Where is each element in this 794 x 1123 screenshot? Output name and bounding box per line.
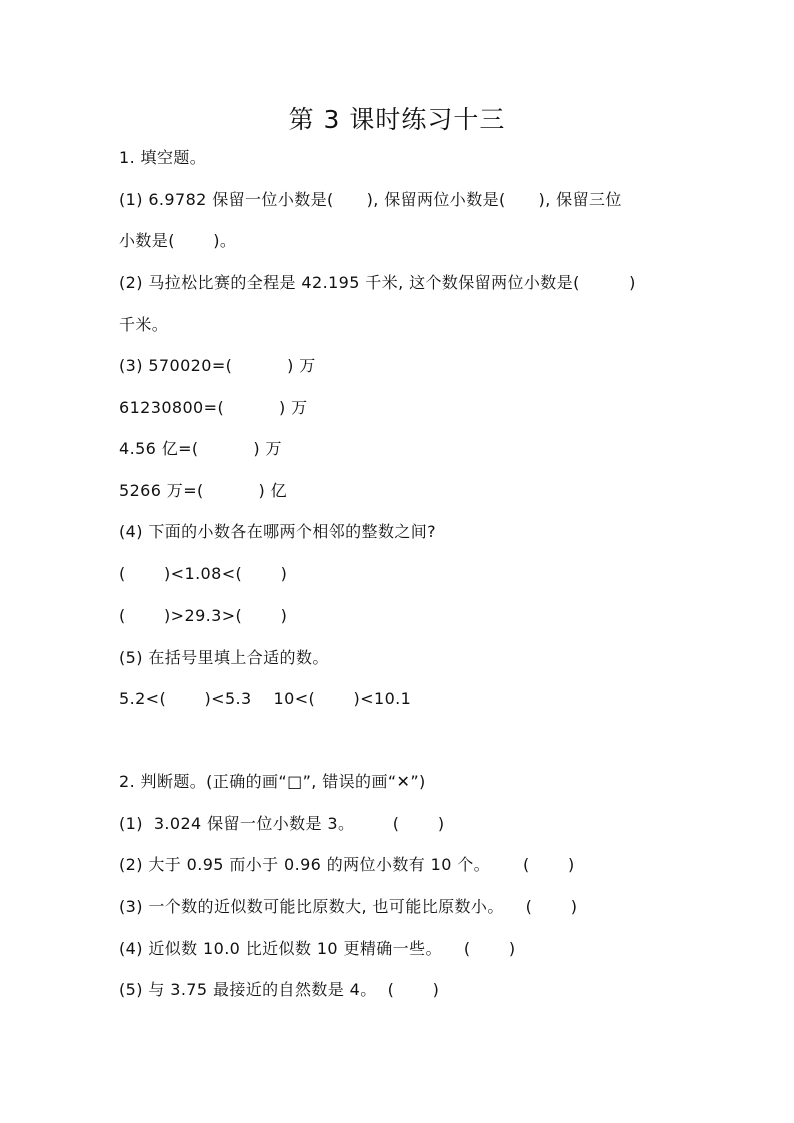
s1-q3-line3: 4.56 亿=( ) 万 (119, 439, 282, 458)
s2-q3: (3) 一个数的近似数可能比原数大, 也可能比原数小。 ( ) (119, 897, 578, 916)
s1-q3-line1: (3) 570020=( ) 万 (119, 356, 316, 375)
s2-q5: (5) 与 3.75 最接近的自然数是 4。 ( ) (119, 980, 440, 999)
s1-q1-line2: 小数是( )。 (119, 231, 237, 250)
s2-q1: (1) 3.024 保留一位小数是 3。 ( ) (119, 814, 445, 833)
s1-q5-line1: 5.2<( )<5.3 10<( )<10.1 (119, 689, 412, 708)
s1-q4-heading: (4) 下面的小数各在哪两个相邻的整数之间? (119, 522, 437, 541)
s2-q4: (4) 近似数 10.0 比近似数 10 更精确一些。 ( ) (119, 939, 516, 958)
s1-q4-line2: ( )>29.3>( ) (119, 606, 288, 625)
s1-q3-line2: 61230800=( ) 万 (119, 398, 308, 417)
s1-q5-heading: (5) 在括号里填上合适的数。 (119, 648, 329, 667)
section1-heading: 1. 填空题。 (119, 148, 207, 167)
page-title: 第 3 课时练习十三 (288, 105, 506, 134)
section2-heading: 2. 判断题。(正确的画“□”, 错误的画“✕”) (119, 772, 426, 791)
s1-q3-line4: 5266 万=( ) 亿 (119, 481, 288, 500)
s1-q1-line1: (1) 6.9782 保留一位小数是( ), 保留两位小数是( ), 保留三位 (119, 190, 622, 209)
s2-q2: (2) 大于 0.95 而小于 0.96 的两位小数有 10 个。 ( ) (119, 855, 575, 874)
s1-q2-line1: (2) 马拉松比赛的全程是 42.195 千米, 这个数保留两位小数是( ) (119, 273, 636, 292)
s1-q2-line2: 千米。 (119, 315, 169, 334)
s1-q4-line1: ( )<1.08<( ) (119, 564, 288, 583)
